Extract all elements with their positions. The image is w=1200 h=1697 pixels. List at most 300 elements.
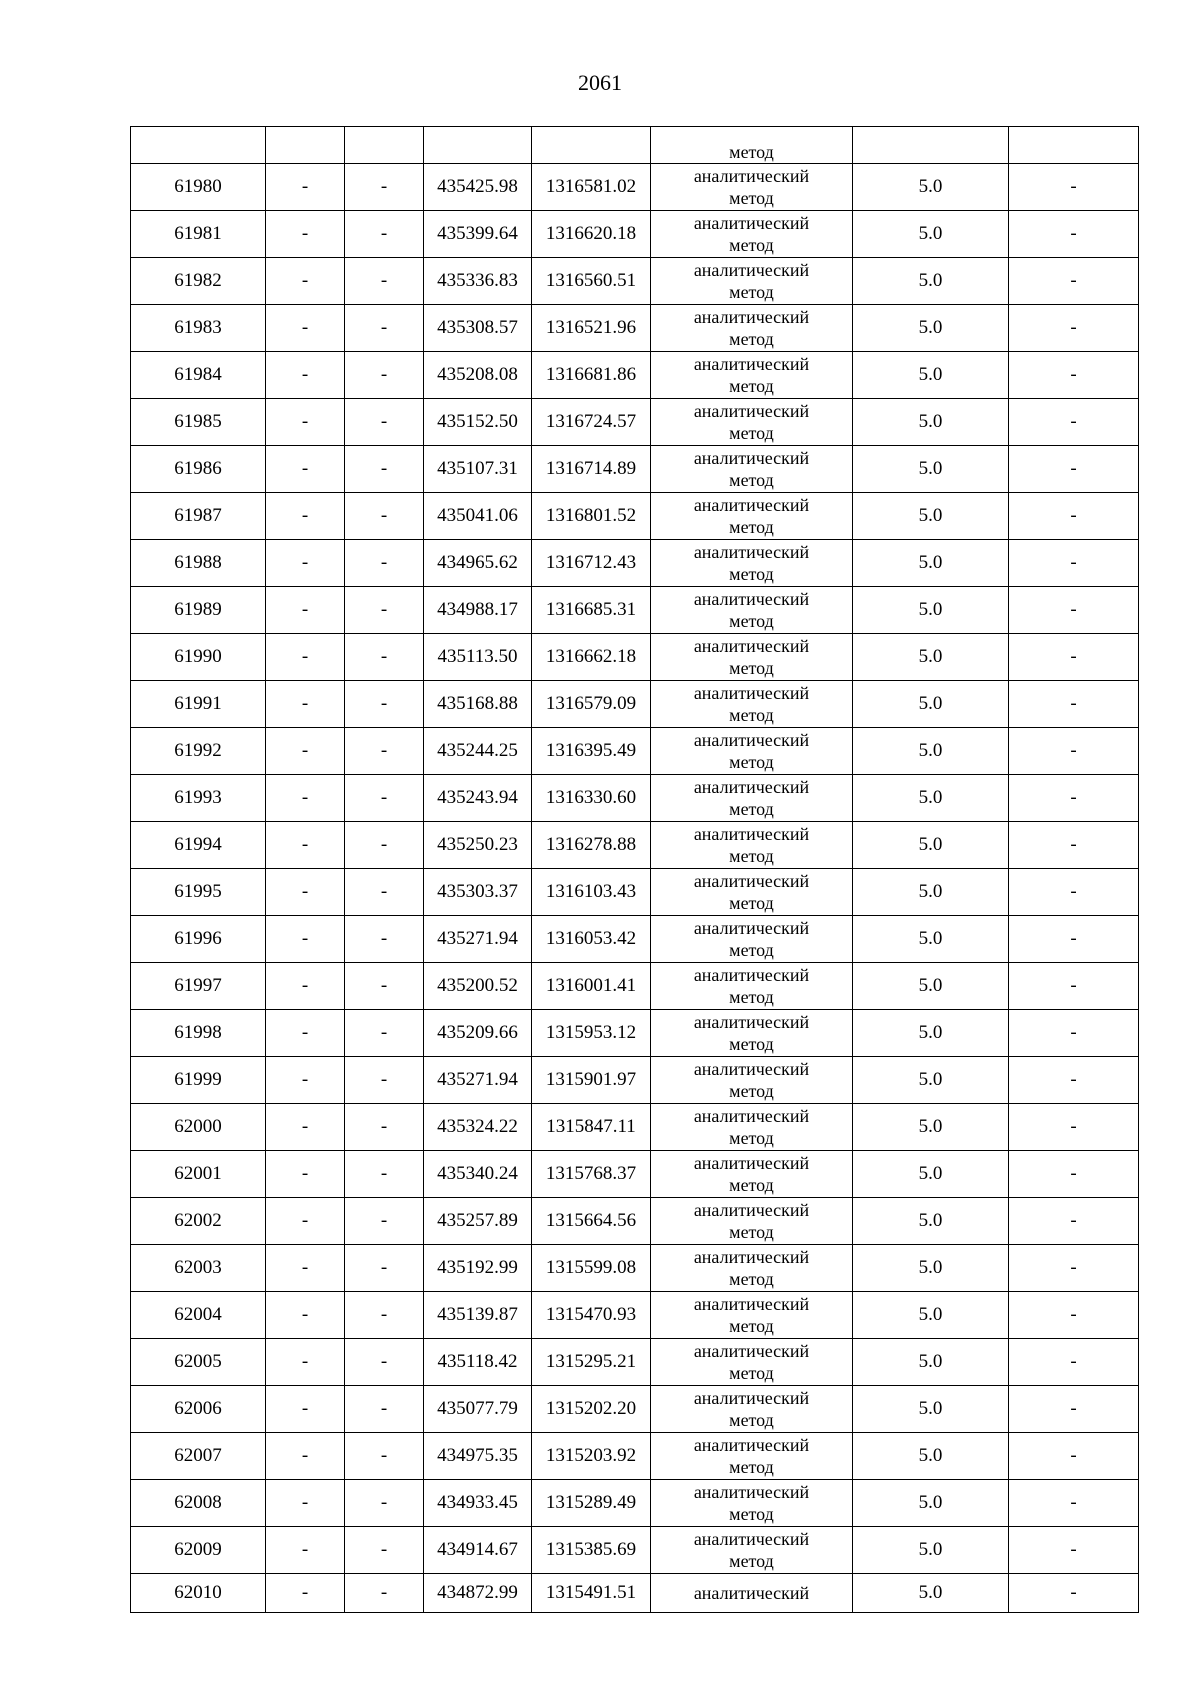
- dash-cell: -: [266, 211, 345, 258]
- x-coordinate-cell: 434975.35: [424, 1433, 532, 1480]
- dash-cell: -: [345, 305, 424, 352]
- y-coordinate-cell: 1316681.86: [532, 352, 651, 399]
- table-cell: [1009, 127, 1139, 164]
- accuracy-cell: 5.0: [853, 587, 1009, 634]
- method-line: аналитический: [693, 1435, 810, 1455]
- point-number-cell: 61993: [131, 775, 266, 822]
- accuracy-cell: 5.0: [853, 916, 1009, 963]
- accuracy-cell: 5.0: [853, 305, 1009, 352]
- dash-cell: -: [1009, 775, 1139, 822]
- dash-cell: -: [345, 728, 424, 775]
- table-row: [131, 1433, 1139, 1480]
- point-number-cell: 61998: [131, 1010, 266, 1057]
- method-line: аналитический: [693, 542, 810, 562]
- table-row: [131, 963, 1139, 1010]
- method-cell: [651, 1433, 853, 1480]
- dash-cell: -: [266, 1198, 345, 1245]
- method-cell: [651, 258, 853, 305]
- dash-cell: -: [1009, 1292, 1139, 1339]
- method-line: аналитический: [693, 213, 810, 233]
- y-coordinate-cell: 1316330.60: [532, 775, 651, 822]
- method-line: метод: [729, 329, 774, 349]
- accuracy-cell: 5.0: [853, 1574, 1009, 1613]
- table-row: [131, 1527, 1139, 1574]
- dash-cell: -: [345, 1198, 424, 1245]
- dash-cell: -: [266, 1010, 345, 1057]
- dash-cell: -: [266, 1386, 345, 1433]
- x-coordinate-cell: 434914.67: [424, 1527, 532, 1574]
- dash-cell: -: [345, 446, 424, 493]
- method-line: метод: [729, 1410, 774, 1430]
- accuracy-cell: 5.0: [853, 1057, 1009, 1104]
- dash-cell: -: [1009, 1433, 1139, 1480]
- accuracy-cell: 5.0: [853, 352, 1009, 399]
- accuracy-cell: 5.0: [853, 634, 1009, 681]
- y-coordinate-cell: 1316801.52: [532, 493, 651, 540]
- point-number-cell: 61995: [131, 869, 266, 916]
- dash-cell: -: [266, 1104, 345, 1151]
- table-row: [131, 869, 1139, 916]
- method-line: аналитический: [693, 1153, 810, 1173]
- method-line: метод: [729, 658, 774, 678]
- dash-cell: -: [345, 681, 424, 728]
- accuracy-cell: 5.0: [853, 1433, 1009, 1480]
- method-line: аналитический: [693, 589, 810, 609]
- method-line: метод: [729, 940, 774, 960]
- x-coordinate-cell: 435324.22: [424, 1104, 532, 1151]
- x-coordinate-cell: 435399.64: [424, 211, 532, 258]
- x-coordinate-cell: 435192.99: [424, 1245, 532, 1292]
- y-coordinate-cell: 1316521.96: [532, 305, 651, 352]
- dash-cell: -: [1009, 305, 1139, 352]
- accuracy-cell: 5.0: [853, 164, 1009, 211]
- dash-cell: -: [266, 164, 345, 211]
- method-line: метод: [729, 752, 774, 772]
- table-row: [131, 634, 1139, 681]
- table-row: [131, 540, 1139, 587]
- accuracy-cell: 5.0: [853, 1527, 1009, 1574]
- point-number-cell: 62006: [131, 1386, 266, 1433]
- accuracy-cell: 5.0: [853, 1386, 1009, 1433]
- method-line: метод: [729, 188, 774, 208]
- point-number-cell: 62002: [131, 1198, 266, 1245]
- dash-cell: -: [345, 164, 424, 211]
- dash-cell: -: [345, 540, 424, 587]
- dash-cell: -: [1009, 164, 1139, 211]
- point-number-cell: 61983: [131, 305, 266, 352]
- method-cell: [651, 164, 853, 211]
- method-cell: [651, 1057, 853, 1104]
- method-cell: [651, 587, 853, 634]
- method-line: метод: [729, 1081, 774, 1101]
- y-coordinate-cell: 1316724.57: [532, 399, 651, 446]
- method-cell: [651, 916, 853, 963]
- dash-cell: -: [266, 1245, 345, 1292]
- table-row: [131, 446, 1139, 493]
- method-line: метод: [729, 142, 774, 162]
- dash-cell: -: [1009, 1057, 1139, 1104]
- y-coordinate-cell: 1315203.92: [532, 1433, 651, 1480]
- method-cell: [651, 446, 853, 493]
- dash-cell: -: [266, 258, 345, 305]
- table-row: [131, 258, 1139, 305]
- method-line: аналитический: [693, 1247, 810, 1267]
- accuracy-cell: 5.0: [853, 1010, 1009, 1057]
- dash-cell: -: [1009, 493, 1139, 540]
- accuracy-cell: 5.0: [853, 1245, 1009, 1292]
- dash-cell: -: [1009, 1104, 1139, 1151]
- x-coordinate-cell: 435209.66: [424, 1010, 532, 1057]
- dash-cell: -: [266, 305, 345, 352]
- table-cell: [532, 127, 651, 164]
- point-number-cell: 62001: [131, 1151, 266, 1198]
- method-line: аналитический: [693, 636, 810, 656]
- y-coordinate-cell: 1315470.93: [532, 1292, 651, 1339]
- method-line: аналитический: [693, 1482, 810, 1502]
- method-cell: [651, 211, 853, 258]
- method-cell: [651, 822, 853, 869]
- accuracy-cell: 5.0: [853, 540, 1009, 587]
- accuracy-cell: 5.0: [853, 399, 1009, 446]
- dash-cell: -: [1009, 1386, 1139, 1433]
- dash-cell: -: [345, 1386, 424, 1433]
- y-coordinate-cell: 1315664.56: [532, 1198, 651, 1245]
- method-cell: [651, 1292, 853, 1339]
- x-coordinate-cell: 434965.62: [424, 540, 532, 587]
- y-coordinate-cell: 1315953.12: [532, 1010, 651, 1057]
- point-number-cell: 61980: [131, 164, 266, 211]
- table-row: [131, 305, 1139, 352]
- method-line: метод: [729, 1175, 774, 1195]
- point-number-cell: 62008: [131, 1480, 266, 1527]
- continuation-row: [131, 127, 1139, 164]
- table-cell: [424, 127, 532, 164]
- x-coordinate-cell: 435271.94: [424, 1057, 532, 1104]
- x-coordinate-cell: 435250.23: [424, 822, 532, 869]
- x-coordinate-cell: 435336.83: [424, 258, 532, 305]
- method-line: метод: [729, 1222, 774, 1242]
- table-cell: [131, 127, 266, 164]
- method-cell: [651, 728, 853, 775]
- method-cell: [651, 305, 853, 352]
- method-line: аналитический: [693, 1200, 810, 1220]
- table-row: [131, 1151, 1139, 1198]
- dash-cell: -: [266, 1527, 345, 1574]
- x-coordinate-cell: 435425.98: [424, 164, 532, 211]
- dash-cell: -: [345, 211, 424, 258]
- accuracy-cell: 5.0: [853, 1292, 1009, 1339]
- dash-cell: -: [345, 1292, 424, 1339]
- dash-cell: -: [266, 916, 345, 963]
- dash-cell: -: [266, 1057, 345, 1104]
- method-line: метод: [729, 1504, 774, 1524]
- point-number-cell: 61991: [131, 681, 266, 728]
- dash-cell: -: [266, 399, 345, 446]
- point-number-cell: 61999: [131, 1057, 266, 1104]
- table-row: [131, 1292, 1139, 1339]
- x-coordinate-cell: 435107.31: [424, 446, 532, 493]
- table-row: [131, 1010, 1139, 1057]
- accuracy-cell: 5.0: [853, 1151, 1009, 1198]
- point-number-cell: 62004: [131, 1292, 266, 1339]
- dash-cell: -: [266, 1292, 345, 1339]
- x-coordinate-cell: 435139.87: [424, 1292, 532, 1339]
- dash-cell: -: [266, 775, 345, 822]
- x-coordinate-cell: 435244.25: [424, 728, 532, 775]
- dash-cell: -: [266, 352, 345, 399]
- accuracy-cell: 5.0: [853, 1339, 1009, 1386]
- x-coordinate-cell: 435200.52: [424, 963, 532, 1010]
- method-cell: [651, 775, 853, 822]
- dash-cell: -: [1009, 1245, 1139, 1292]
- point-number-cell: 61987: [131, 493, 266, 540]
- method-cell: [651, 540, 853, 587]
- accuracy-cell: 5.0: [853, 775, 1009, 822]
- accuracy-cell: 5.0: [853, 822, 1009, 869]
- dash-cell: -: [345, 1057, 424, 1104]
- dash-cell: -: [266, 963, 345, 1010]
- dash-cell: -: [1009, 1339, 1139, 1386]
- method-cell: [651, 1010, 853, 1057]
- point-number-cell: 61986: [131, 446, 266, 493]
- method-line: аналитический: [693, 1106, 810, 1126]
- dash-cell: -: [345, 822, 424, 869]
- table-row: [131, 1386, 1139, 1433]
- method-line: метод: [729, 799, 774, 819]
- y-coordinate-cell: 1316714.89: [532, 446, 651, 493]
- y-coordinate-cell: 1315295.21: [532, 1339, 651, 1386]
- dash-cell: -: [1009, 1574, 1139, 1613]
- y-coordinate-cell: 1316278.88: [532, 822, 651, 869]
- table-row: [131, 1480, 1139, 1527]
- y-coordinate-cell: 1315289.49: [532, 1480, 651, 1527]
- accuracy-cell: 5.0: [853, 869, 1009, 916]
- point-number-cell: 61985: [131, 399, 266, 446]
- dash-cell: -: [1009, 587, 1139, 634]
- method-line: аналитический: [693, 401, 810, 421]
- table-row: [131, 1104, 1139, 1151]
- method-line: метод: [729, 611, 774, 631]
- method-line: метод: [729, 423, 774, 443]
- dash-cell: -: [1009, 681, 1139, 728]
- table-row: [131, 399, 1139, 446]
- dash-cell: -: [1009, 399, 1139, 446]
- dash-cell: -: [345, 963, 424, 1010]
- x-coordinate-cell: 435208.08: [424, 352, 532, 399]
- y-coordinate-cell: 1315847.11: [532, 1104, 651, 1151]
- method-line: метод: [729, 470, 774, 490]
- accuracy-cell: 5.0: [853, 963, 1009, 1010]
- table-row: [131, 164, 1139, 211]
- dash-cell: -: [1009, 1198, 1139, 1245]
- x-coordinate-cell: 434933.45: [424, 1480, 532, 1527]
- method-cell: [651, 1198, 853, 1245]
- x-coordinate-cell: 434872.99: [424, 1574, 532, 1613]
- method-cell: [651, 1245, 853, 1292]
- dash-cell: -: [1009, 258, 1139, 305]
- point-number-cell: 61981: [131, 211, 266, 258]
- point-number-cell: 61992: [131, 728, 266, 775]
- dash-cell: -: [345, 1574, 424, 1613]
- method-line: метод: [729, 1128, 774, 1148]
- dash-cell: -: [266, 869, 345, 916]
- table-row: [131, 352, 1139, 399]
- dash-cell: -: [1009, 963, 1139, 1010]
- dash-cell: -: [345, 916, 424, 963]
- method-line: метод: [729, 1269, 774, 1289]
- dash-cell: -: [1009, 869, 1139, 916]
- method-cell: [651, 1104, 853, 1151]
- method-line: аналитический: [693, 965, 810, 985]
- y-coordinate-cell: 1316662.18: [532, 634, 651, 681]
- method-line: аналитический: [693, 1294, 810, 1314]
- method-cell: [651, 1386, 853, 1433]
- point-number-cell: 61994: [131, 822, 266, 869]
- accuracy-cell: 5.0: [853, 1104, 1009, 1151]
- y-coordinate-cell: 1316579.09: [532, 681, 651, 728]
- dash-cell: -: [266, 681, 345, 728]
- method-cell: [651, 963, 853, 1010]
- x-coordinate-cell: 435308.57: [424, 305, 532, 352]
- table-cell: [345, 127, 424, 164]
- dash-cell: -: [345, 258, 424, 305]
- method-line: аналитический: [693, 777, 810, 797]
- dash-cell: -: [266, 1433, 345, 1480]
- dash-cell: -: [266, 822, 345, 869]
- method-cell: [651, 869, 853, 916]
- dash-cell: -: [1009, 211, 1139, 258]
- dash-cell: -: [345, 493, 424, 540]
- method-line: метод: [729, 517, 774, 537]
- method-line: метод: [729, 235, 774, 255]
- dash-cell: -: [345, 634, 424, 681]
- accuracy-cell: 5.0: [853, 681, 1009, 728]
- method-line: метод: [729, 705, 774, 725]
- point-number-cell: 62003: [131, 1245, 266, 1292]
- dash-cell: -: [1009, 634, 1139, 681]
- dash-cell: -: [345, 1433, 424, 1480]
- method-line: аналитический: [693, 354, 810, 374]
- method-line: аналитический: [693, 448, 810, 468]
- point-number-cell: 62007: [131, 1433, 266, 1480]
- method-cell: [651, 1527, 853, 1574]
- point-number-cell: 62000: [131, 1104, 266, 1151]
- x-coordinate-cell: 434988.17: [424, 587, 532, 634]
- point-number-cell: 62009: [131, 1527, 266, 1574]
- method-line: метод: [729, 846, 774, 866]
- x-coordinate-cell: 435077.79: [424, 1386, 532, 1433]
- y-coordinate-cell: 1316001.41: [532, 963, 651, 1010]
- table-row: [131, 493, 1139, 540]
- method-cell: [651, 127, 853, 164]
- method-line: метод: [729, 1034, 774, 1054]
- method-line: аналитический: [693, 683, 810, 703]
- method-cell: [651, 493, 853, 540]
- x-coordinate-cell: 435118.42: [424, 1339, 532, 1386]
- y-coordinate-cell: 1316103.43: [532, 869, 651, 916]
- method-line: аналитический: [693, 495, 810, 515]
- table-row: [131, 681, 1139, 728]
- table-cell: [266, 127, 345, 164]
- method-cell: [651, 399, 853, 446]
- dash-cell: -: [345, 1151, 424, 1198]
- method-line: аналитический: [693, 1341, 810, 1361]
- method-line: аналитический: [693, 824, 810, 844]
- y-coordinate-cell: 1316560.51: [532, 258, 651, 305]
- method-line: аналитический: [693, 1012, 810, 1032]
- dash-cell: -: [1009, 916, 1139, 963]
- dash-cell: -: [266, 540, 345, 587]
- dash-cell: -: [345, 399, 424, 446]
- table-row: [131, 1574, 1139, 1613]
- method-line: метод: [729, 987, 774, 1007]
- x-coordinate-cell: 435257.89: [424, 1198, 532, 1245]
- y-coordinate-cell: 1316685.31: [532, 587, 651, 634]
- method-cell: [651, 1574, 853, 1613]
- point-number-cell: 61984: [131, 352, 266, 399]
- dash-cell: -: [1009, 728, 1139, 775]
- method-line: аналитический: [693, 307, 810, 327]
- table-cell: [853, 127, 1009, 164]
- dash-cell: -: [345, 1527, 424, 1574]
- method-line: аналитический: [693, 166, 810, 186]
- x-coordinate-cell: 435113.50: [424, 634, 532, 681]
- table-row: [131, 211, 1139, 258]
- dash-cell: -: [345, 1104, 424, 1151]
- page-number: 2061: [578, 70, 622, 95]
- method-cell: [651, 352, 853, 399]
- x-coordinate-cell: 435303.37: [424, 869, 532, 916]
- accuracy-cell: 5.0: [853, 728, 1009, 775]
- method-cell: [651, 1151, 853, 1198]
- y-coordinate-cell: 1315599.08: [532, 1245, 651, 1292]
- method-line: аналитический: [693, 1388, 810, 1408]
- table-row: [131, 1198, 1139, 1245]
- method-line: аналитический: [693, 730, 810, 750]
- y-coordinate-cell: 1316395.49: [532, 728, 651, 775]
- table-row: [131, 1339, 1139, 1386]
- point-number-cell: 61990: [131, 634, 266, 681]
- dash-cell: -: [1009, 352, 1139, 399]
- method-line: метод: [729, 893, 774, 913]
- point-number-cell: 61988: [131, 540, 266, 587]
- table-row: [131, 822, 1139, 869]
- y-coordinate-cell: 1315768.37: [532, 1151, 651, 1198]
- accuracy-cell: 5.0: [853, 1480, 1009, 1527]
- x-coordinate-cell: 435271.94: [424, 916, 532, 963]
- dash-cell: -: [266, 1339, 345, 1386]
- y-coordinate-cell: 1316620.18: [532, 211, 651, 258]
- y-coordinate-cell: 1316053.42: [532, 916, 651, 963]
- y-coordinate-cell: 1315202.20: [532, 1386, 651, 1433]
- dash-cell: -: [1009, 1480, 1139, 1527]
- method-line: метод: [729, 282, 774, 302]
- dash-cell: -: [1009, 822, 1139, 869]
- dash-cell: -: [266, 634, 345, 681]
- method-line: аналитический: [693, 1059, 810, 1079]
- table-row: [131, 1057, 1139, 1104]
- x-coordinate-cell: 435243.94: [424, 775, 532, 822]
- coordinates-table: [130, 126, 1139, 1613]
- method-cell: [651, 681, 853, 728]
- x-coordinate-cell: 435340.24: [424, 1151, 532, 1198]
- dash-cell: -: [266, 493, 345, 540]
- dash-cell: -: [1009, 446, 1139, 493]
- table-row: [131, 916, 1139, 963]
- dash-cell: -: [345, 1245, 424, 1292]
- method-line: аналитический: [693, 871, 810, 891]
- dash-cell: -: [266, 1574, 345, 1613]
